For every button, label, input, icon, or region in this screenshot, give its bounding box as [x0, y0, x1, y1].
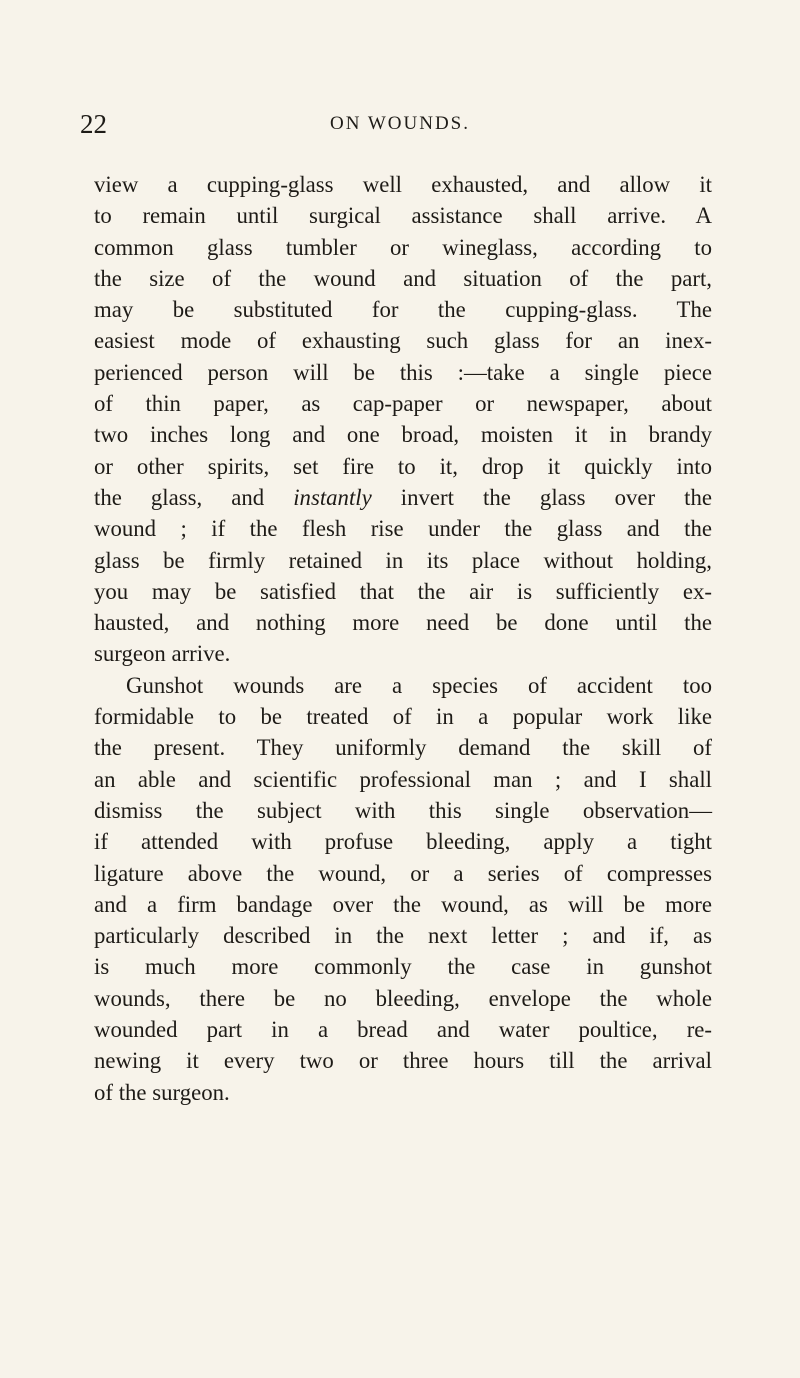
text-line: particularly described in the next letter ; and if, as [94, 923, 712, 949]
text-line: Gunshot wounds are a species of accident too [126, 672, 712, 698]
text-line: of the surgeon. [94, 1079, 230, 1105]
text-line: newing it every two or three hours till the arrival [94, 1048, 712, 1074]
paragraph [94, 670, 712, 1108]
running-title: ON WOUNDS. [330, 113, 470, 134]
text-line: dismiss the subject with this single observation— [94, 797, 712, 823]
text-line: the present. They uniformly demand the skill of [94, 735, 712, 761]
text-line: and a firm bandage over the wound, as will be more [94, 891, 712, 917]
text-line: common glass tumbler or wineglass, according to [94, 234, 712, 260]
text-segment: invert the glass over the [371, 484, 712, 510]
text-segment: the glass, and [94, 484, 294, 510]
text-line: view a cupping-glass well exhausted, and allow it [94, 172, 712, 197]
page-number: 22 [80, 109, 107, 139]
body-text [94, 169, 712, 1108]
text-line: easiest mode of exhausting such glass for an inex- [94, 328, 712, 354]
text-line: wounds, there be no bleeding, envelope the whole [94, 985, 712, 1011]
text-line: the size of the wound and situation of the part, [94, 265, 712, 291]
page-header [80, 104, 720, 144]
text-line: glass be firmly retained in its place without holding, [94, 547, 712, 573]
text-line: hausted, and nothing more need be done until the [94, 610, 712, 636]
text-line: surgeon arrive. [94, 641, 231, 667]
text-line: an able and scientific professional man ; and I shall [94, 766, 712, 792]
text-line: is much more commonly the case in gunshot [94, 954, 712, 980]
text-line: if attended with profuse bleeding, apply a tight [94, 829, 712, 855]
paragraph [94, 169, 712, 670]
text-line: or other spirits, set fire to it, drop it quickly into [94, 453, 712, 479]
text-line: wound ; if the flesh rise under the glass and the [94, 516, 712, 542]
text-line: ligature above the wound, or a series of compresses [94, 860, 712, 886]
text-line: may be substituted for the cupping-glass. The [94, 297, 712, 323]
text-line: perienced person will be this :—take a single piece [94, 359, 712, 385]
text-line: wounded part in a bread and water poultice, re- [94, 1017, 712, 1043]
text-line-with-italic [94, 482, 712, 513]
text-line: of thin paper, as cap-paper or newspaper, about [94, 391, 712, 417]
text-line: you may be satisfied that the air is sufficiently ex- [94, 578, 712, 604]
italic-word: instantly [293, 484, 372, 510]
text-line: to remain until surgical assistance shall arrive. A [94, 203, 712, 229]
text-line: two inches long and one broad, moisten it in brandy [94, 422, 712, 448]
text-line: formidable to be treated of in a popular work like [94, 704, 712, 730]
